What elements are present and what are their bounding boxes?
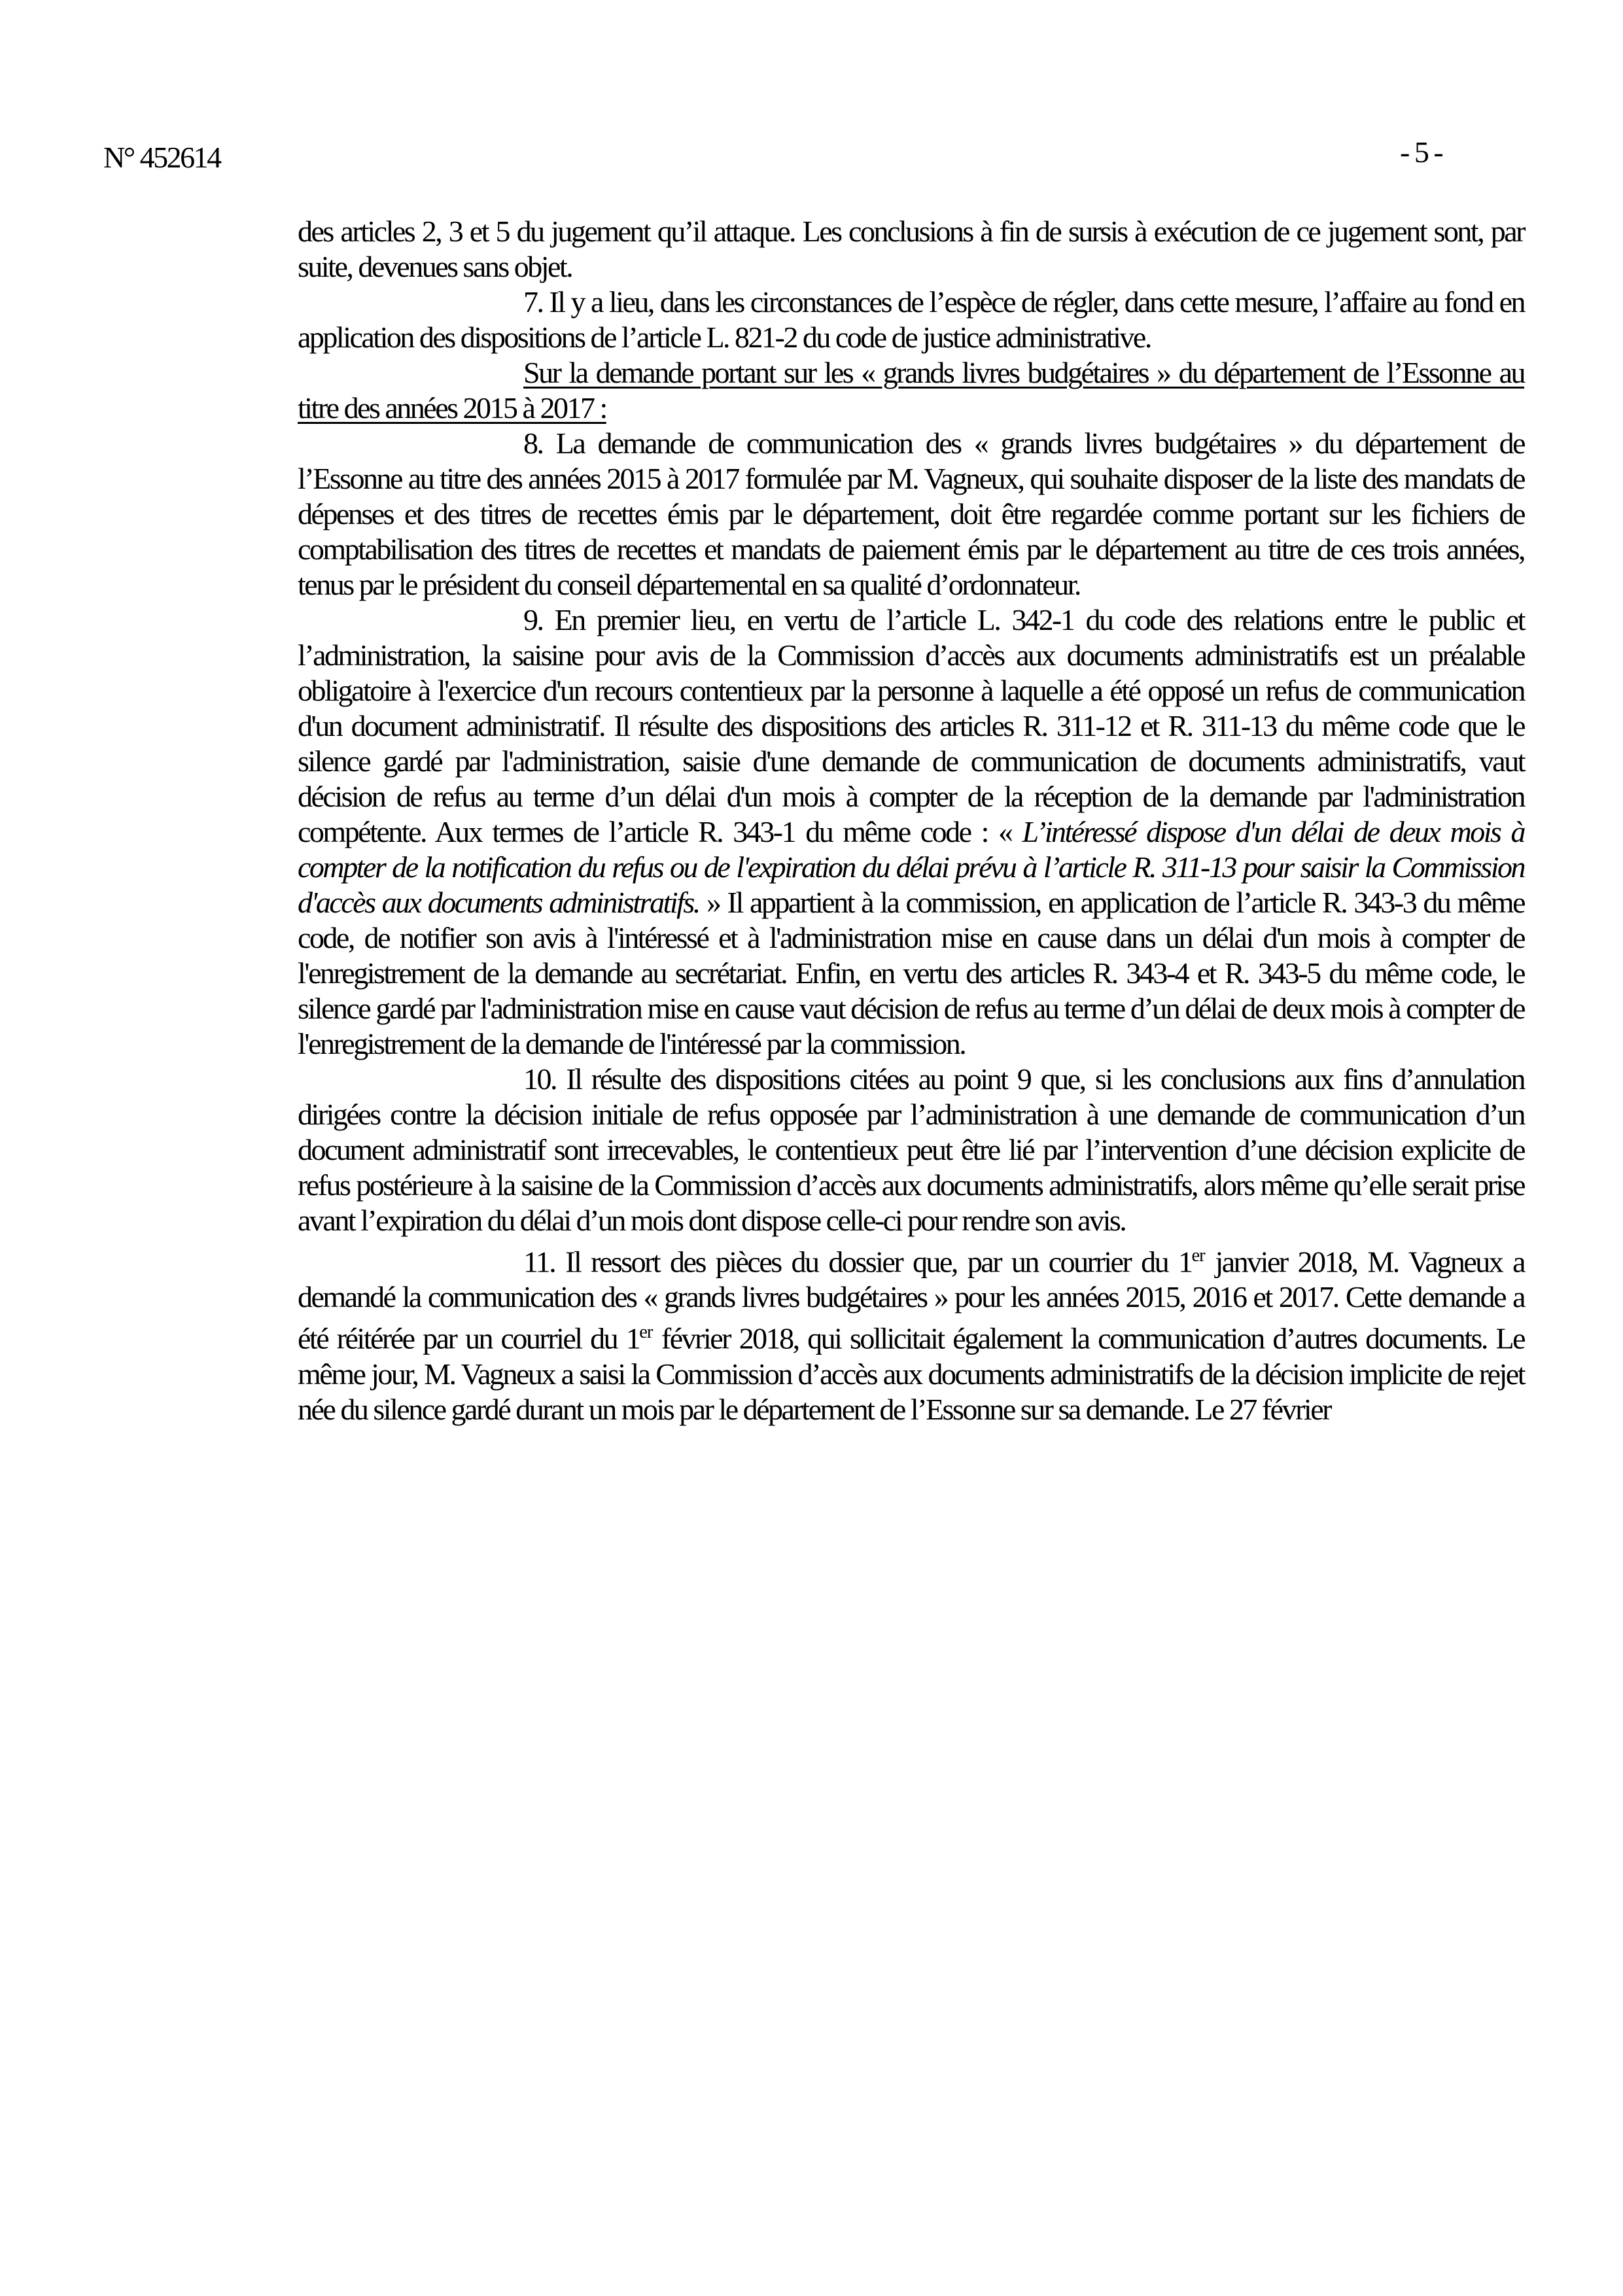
text-segment: janvier 2018, M. Vagneux a demandé la communication des « grands livres budgétaires » pour les années 2015, 2016 et 2017. Cette demande a été réitérée par un courriel du 1 — [298, 1245, 1525, 1355]
text-segment: 9. En premier lieu, en vertu de l’article L. 342-1 du code des relations entre le public et l’administration, la saisine pour avis de la Commission d’accès aux documents administratifs est un préalable obligatoire à l'exercice d'un recours contentieux par la personne à laquelle a été opposé un refus de communication d'un document administratif. Il résulte des dispositions des articles R. 311-12 et R. 311-13 du même code que le silence gardé par l'administration, saisie d'une demande de communication de documents administratifs, vaut décision de refus au terme d’un délai d'un mois à compter de la réception de la demande par l'administration compétente. Aux termes de l’article R. 343-1 du même code : « — [298, 603, 1524, 848]
body-paragraph — [298, 426, 1524, 602]
text-segment: 7. Il y a lieu, dans les circonstances de l’espèce de régler, dans cette mesure, l’affaire au fond en application des dispositions de l’article L. 821-2 du code de justice administrative. — [298, 285, 1524, 354]
text-segment-italic: L’intéressé dispose d'un délai de deux mois à compter de la notification du refus ou de l'expiration du délai prévu à l’article R. 311-13 pour saisir la Commission d'accès aux documents administratifs. — [298, 815, 1524, 919]
text-segment: 10. Il résulte des dispositions citées au point 9 que, si les conclusions aux fins d’annulation dirigées contre la décision initiale de refus opposée par l’administration à une demande de communication d’un document administratif sont irrecevables, le contentieux peut être lié par l’intervention d’une décision explicite de refus postérieure à la saisine de la Commission d’accès aux documents administratifs, alors même qu’elle serait prise avant l’expiration du délai d’un mois dont dispose celle-ci pour rendre son avis. — [298, 1062, 1524, 1237]
body-paragraph — [298, 602, 1524, 1062]
text-segment: Sur la demande portant sur les « grands livres budgétaires » du département de l’Essonne au titre des années 2015 à 2017 : — [298, 356, 1524, 425]
document-body — [298, 214, 1524, 1427]
body-paragraph — [298, 1062, 1524, 1238]
text-segment: » Il appartient à la commission, en application de l’article R. 343-3 du même code, de notifier son avis à l'intéressé et à l'administration mise en cause dans un délai d'un mois à compter de l'enregistrement de la demande au secrétariat. Enfin, en vertu des articles R. 343-4 et R. 343-5 du même code, le silence gardé par l'administration mise en cause vaut décision de refus au terme d’un délai de deux mois à compter de l'enregistrement de la demande de l'intéressé par la commission. — [298, 886, 1524, 1060]
text-segment: 11. Il ressort des pièces du dossier que, par un courrier du 1 — [523, 1245, 1192, 1279]
case-number: N° 452614 — [103, 141, 220, 174]
body-paragraph — [298, 285, 1524, 355]
text-segment: des articles 2, 3 et 5 du jugement qu’il attaque. Les conclusions à fin de sursis à exécution de ce jugement sont, par suite, devenues sans objet. — [298, 215, 1524, 283]
text-segment: février 2018, qui sollicitait également la communication d’autres documents. Le même jour, M. Vagneux a saisi la Commission d’accès aux documents administratifs de la décision implicite de rejet née du silence gardé durant un mois par le département de l’Essonne sur sa demande. Le 27 février — [298, 1321, 1524, 1426]
body-paragraph — [298, 214, 1524, 285]
text-segment-sup: er — [1191, 1245, 1205, 1266]
section-heading — [298, 355, 1524, 426]
text-segment: 8. La demande de communication des « grands livres budgétaires » du département de l’Essonne au titre des années 2015 à 2017 formulée par M. Vagneux, qui souhaite disposer de la liste des mandats de dépenses et des titres de recettes émis par le département, doit être regardée comme portant sur les fichiers de comptabilisation des titres de recettes et mandats de paiement émis par le département au titre de ces trois années, tenus par le président du conseil départemental en sa qualité d’ordonnateur. — [298, 426, 1524, 601]
body-paragraph — [298, 1238, 1524, 1427]
text-segment-sup: er — [639, 1322, 653, 1343]
page-number: - 5 - — [1400, 135, 1442, 169]
